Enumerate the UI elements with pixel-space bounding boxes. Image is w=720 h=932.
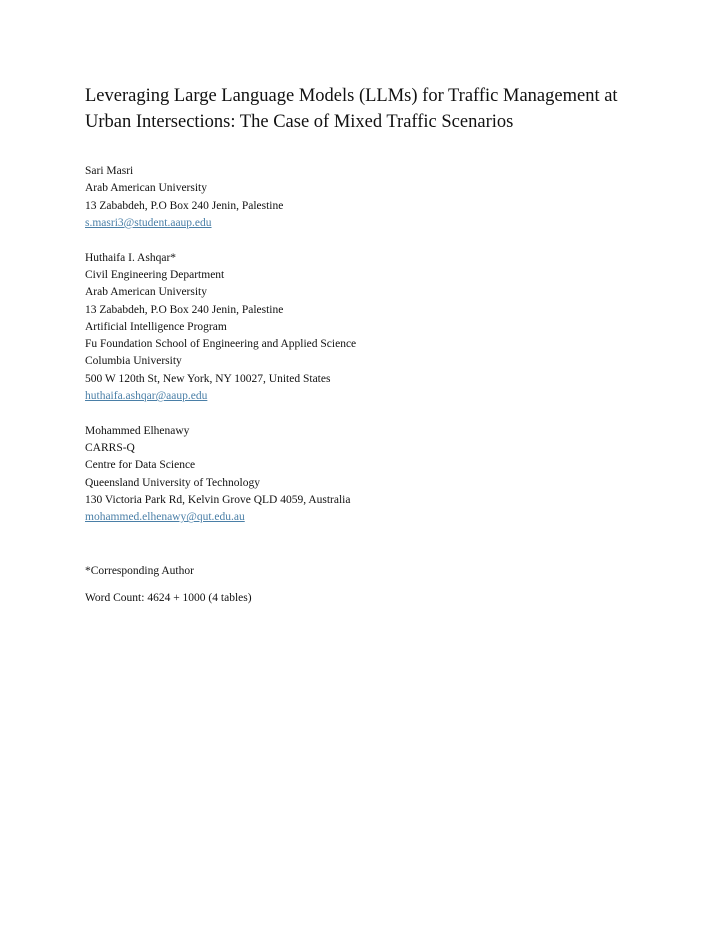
author-name: Sari Masri [85, 165, 134, 177]
author-affiliation: Queensland University of Technology [85, 476, 260, 489]
word-count: Word Count: 4624 + 1000 (4 tables) [85, 592, 252, 604]
paper-title [85, 83, 665, 135]
author-address: 13 Zababdeh, P.O Box 240 Jenin, Palestine [85, 303, 284, 316]
title-line-2: Urban Intersections: The Case of Mixed Traffic Scenarios [85, 112, 514, 132]
author-name: Huthaifa I. Ashqar* [85, 251, 177, 264]
author-affiliation: Arab American University [85, 286, 207, 299]
front-matter-footer [85, 563, 252, 607]
author-address: 13 Zababdeh, P.O Box 240 Jenin, Palestine [85, 199, 284, 212]
author-program: Artificial Intelligence Program [85, 320, 227, 333]
author-school: Fu Foundation School of Engineering and Applied Science [85, 338, 357, 351]
title-line-1: Leveraging Large Language Models (LLMs) for Traffic Management at [85, 86, 618, 106]
author-email-link[interactable]: s.masri3@student.aaup.edu [85, 216, 212, 229]
author-department: Civil Engineering Department [85, 268, 225, 281]
author-list [85, 163, 665, 544]
author-affiliation: Arab American University [85, 182, 207, 195]
author-block-3 [85, 423, 665, 527]
author-block-2 [85, 250, 665, 406]
author-affiliation-2: Columbia University [85, 355, 182, 368]
corresponding-author-note: *Corresponding Author [85, 565, 194, 577]
author-center: CARRS-Q [85, 442, 135, 455]
author-email-link[interactable]: mohammed.elhenawy@qut.edu.au [85, 511, 245, 524]
author-center-2: Centre for Data Science [85, 459, 196, 472]
author-address: 130 Victoria Park Rd, Kelvin Grove QLD 4059, Australia [85, 494, 351, 507]
author-block-1 [85, 163, 665, 232]
author-name: Mohammed Elhenawy [85, 424, 190, 437]
author-email-link[interactable]: huthaifa.ashqar@aaup.edu [85, 390, 208, 403]
author-address-2: 500 W 120th St, New York, NY 10027, United States [85, 372, 331, 385]
